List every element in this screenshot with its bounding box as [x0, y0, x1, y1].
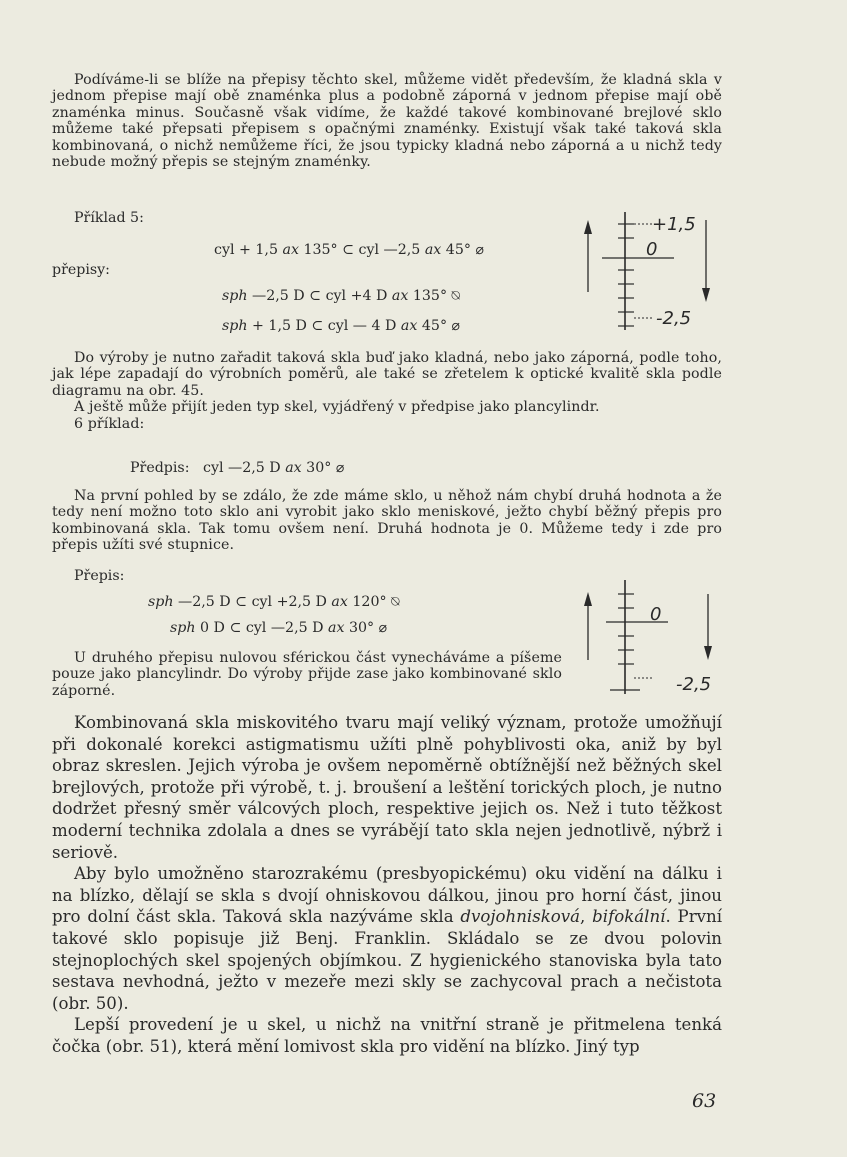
- prepisy-label: přepisy:: [52, 262, 110, 278]
- f1-part2: 135° ⊂ cyl —2,5: [298, 242, 425, 258]
- scale-diagram-1: [580, 200, 720, 335]
- down-arrow-head: [704, 646, 712, 660]
- e6f2-mid: 0 D ⊂ cyl —2,5 D: [195, 620, 328, 636]
- p7-part-c: . První takové sklo popisuje již Benj. Franklin. Skládalo se ze dvou polovin stejnoplochých skel spojených objímkou. Z hygienického stanoviska byla tato sestava nevhodná, ježto v mezeře mezi skly se zachycoval prach a nečistota (obr. 50).: [52, 907, 723, 1013]
- example-5-formula-2: [222, 288, 460, 304]
- text-p5: U druhého přepisu nulovou sférickou část vynecháváme a píšeme pouze jako plancylindr. Do výroby přijde zase jako kombinované sklo záporné.: [52, 650, 562, 699]
- paragraph-production: [52, 350, 722, 432]
- label-minus-2-5: -2,5: [676, 674, 712, 695]
- text-p4: Na první pohled by se zdálo, že zde máme sklo, u něhož nám chybí druhá hodnota a že tedy není možno toto sklo ani vyrobit jako sklo meniskové, ježto chybí běžný přepis pro kombinovaná skla. Tak tomu ovšem není. Druhá hodnota je 0. Můžeme tedy i zde pro přepis užíti své stupnice.: [52, 488, 722, 554]
- e6f1-sph: sph: [148, 594, 174, 610]
- f2-mid: —2,5 D ⊂ cyl +4 D: [247, 288, 392, 304]
- f1-ax: ax: [282, 242, 299, 258]
- example-5-formula-3: [222, 318, 460, 334]
- example-5-label: Příklad 5:: [74, 210, 144, 226]
- prepis-label: Přepis:: [74, 568, 125, 584]
- up-arrow-head: [584, 220, 592, 234]
- example-6-formula-2: [170, 620, 387, 636]
- paragraph-first-look: [52, 488, 722, 554]
- label-zero: 0: [646, 239, 658, 260]
- text-p3b: 6 příklad:: [74, 415, 145, 432]
- e6f1-mid: —2,5 D ⊂ cyl +2,5 D: [173, 594, 332, 610]
- f1-part: cyl + 1,5: [214, 242, 283, 258]
- scale-diagram-2: [580, 578, 720, 698]
- page-number: 63: [692, 1090, 717, 1112]
- text-p3a: A ještě může přijít jeden typ skel, vyjádřený v předpise jako plancylindr.: [74, 399, 600, 416]
- paragraph-intro: [52, 72, 722, 170]
- e6f1-ax: ax: [331, 594, 348, 610]
- text-p6: Kombinovaná skla miskovitého tvaru mají veliký význam, protože umožňují při dokonalé korekci astigmatismu užíti plně pohyblivosti oka, aniž by byl obraz skreslen. Jejich výroba je ovšem nepoměrně obtížnější než běžných skel brejlových, protože při výrobě, t. j. broušení a leštění torických ploch, je nutno dodržet přesný směr válcových ploch, respektive jejich os. Než i tuto těžkost moderní technika zdolala a dnes se vyrábějí tato skla nejen jednotlivě, nýbrž i seriově.: [52, 713, 722, 862]
- predpis-ax: ax: [285, 460, 302, 476]
- f3-end: 45° ⌀: [417, 318, 461, 334]
- predpis-end: 30° ⌀: [301, 460, 345, 476]
- example-6-formula-1: [148, 594, 400, 610]
- down-arrow-head: [702, 288, 710, 302]
- f3-sph: sph: [222, 318, 248, 334]
- text-p2: Do výroby je nutno zařadit taková skla buď jako kladná, nebo jako záporná, podle toho, jak lépe zapadají do výrobních poměrů, ale také se zřetelem k optické kvalitě skla podle diagramu na obr. 45.: [52, 350, 722, 399]
- p7-part-a: Aby bylo umožněno starozrakému (presbyopickému) oku vidění na dálku i na blízko, dělají se skla s dvojí ohniskovou dálkou, jinou pro horní část, jinou pro dolní část skla. Taková skla nazýváme skla: [52, 864, 722, 927]
- text-p7: [52, 863, 722, 1014]
- f2-end: 135° ⍉: [408, 288, 461, 304]
- example-5-formula-1: [214, 242, 484, 258]
- paragraph-main-text: [52, 712, 722, 1058]
- e6f2-ax: ax: [328, 620, 345, 636]
- predpis-part: cyl —2,5 D: [203, 460, 286, 476]
- f2-sph: sph: [222, 288, 248, 304]
- predpis-label: Předpis:: [130, 460, 190, 476]
- label-minus-2-5: -2,5: [656, 308, 692, 329]
- e6f1-end: 120° ⍉: [347, 594, 400, 610]
- f3-mid: + 1,5 D ⊂ cyl — 4 D: [247, 318, 401, 334]
- p7-term-1: dvojohnisková: [460, 907, 581, 927]
- paragraph-second-prepis: [52, 650, 562, 699]
- predpis-line: [130, 460, 344, 476]
- text-p1: Podíváme-li se blíže na přepisy těchto skel, můžeme vidět především, že kladná skla v jednom přepise mají obě znaménka plus a podobně záporná v jednom přepise mají obě znaménka minus. Současně však vidíme, že každé takové kombinované brejlové sklo můžeme také přepsati přepisem s opačnými znaménky. Existují však také taková skla kombinovaná, o nichž nemůžeme říci, že jsou typicky kladná nebo záporná a u nichž tedy nebude možný přepis se stejným znaménky.: [52, 72, 722, 171]
- f2-ax: ax: [391, 288, 409, 304]
- p7-term-2: bifokální: [592, 907, 666, 927]
- label-plus-1-5: +1,5: [652, 214, 696, 235]
- text-p8: Lepší provedení je u skel, u nichž na vnitřní straně je přitmelena tenká čočka (obr. 51), která mění lomivost skla pro vidění na blízko. Jiný typ: [52, 1015, 722, 1056]
- e6f2-sph: sph: [170, 620, 196, 636]
- p7-part-b: ,: [580, 907, 593, 927]
- f1-ax2: ax: [424, 242, 442, 258]
- f3-ax: ax: [400, 318, 418, 334]
- up-arrow-head: [584, 592, 592, 606]
- f1-end: 45° ⌀: [441, 242, 484, 258]
- label-zero: 0: [650, 604, 662, 625]
- e6f2-end: 30° ⌀: [344, 620, 388, 636]
